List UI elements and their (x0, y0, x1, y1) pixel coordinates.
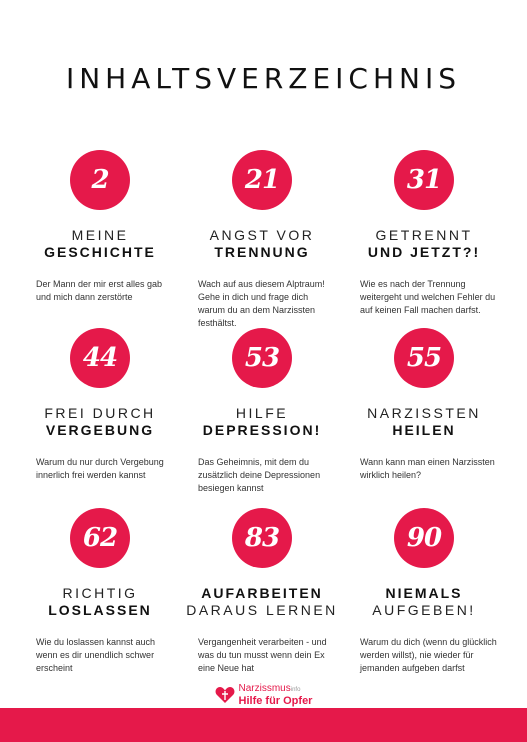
heading-line-2: VERGEBUNG (45, 422, 155, 438)
toc-entry-getrennt-und-jetzt[interactable] (344, 150, 504, 317)
brand-logo[interactable] (0, 683, 527, 707)
page-number-badge (232, 150, 292, 210)
heading-line-1: MEINE (71, 227, 129, 243)
toc-entry-frei-durch-vergebung[interactable] (20, 328, 180, 482)
page-number: 83 (244, 523, 280, 553)
heading-line-1: RICHTIG (62, 585, 138, 601)
heading-line-1: HILFE (235, 405, 289, 421)
page-number: 44 (82, 343, 118, 373)
heading-line-2: AUFGEBEN! (372, 602, 476, 618)
entry-heading (344, 585, 504, 619)
page-number: 31 (406, 165, 442, 195)
entry-description: Warum du nur durch Vergebung innerlich frei werden kannst (36, 457, 164, 480)
page-number: 55 (406, 343, 442, 373)
toc-entry-richtig-loslassen[interactable] (20, 508, 180, 675)
entry-description: Der Mann der mir erst alles gab und mich dann zerstörte (36, 279, 163, 302)
page-number-badge (394, 328, 454, 388)
heart-icon (215, 686, 235, 704)
entry-description: Warum du dich (wenn du glücklich werden willst), nie wieder für jemanden aufgeben darfst (360, 637, 497, 673)
logo-text (239, 683, 313, 707)
page-number: 2 (91, 165, 109, 195)
toc-entry-narzissten-heilen[interactable] (344, 328, 504, 482)
page-number: 62 (82, 523, 118, 553)
heading-line-2: DARAUS LERNEN (186, 602, 338, 618)
heading-line-1: ANGST VOR (209, 227, 315, 243)
heading-line-2: LOSLASSEN (48, 602, 152, 618)
entry-heading (20, 405, 180, 439)
heading-line-1: AUFARBEITEN (201, 585, 323, 601)
logo-suffix: info (290, 687, 301, 693)
heading-line-2: TRENNUNG (214, 244, 310, 260)
toc-entry-aufarbeiten[interactable] (182, 508, 342, 675)
toc-entry-meine-geschichte[interactable] (20, 150, 180, 304)
heading-line-1: FREI DURCH (44, 405, 156, 421)
heading-line-1: GETRENNT (375, 227, 473, 243)
toc-entry-hilfe-depression[interactable] (182, 328, 342, 495)
page-number: 90 (406, 523, 442, 553)
page-number-badge (394, 150, 454, 210)
entry-heading (182, 585, 342, 619)
heading-line-1: NARZISSTEN (367, 405, 481, 421)
entry-description: Das Geheimnis, mit dem du zusätzlich deine Depressionen besiegen kannst (198, 457, 321, 493)
heading-line-2: HEILEN (392, 422, 456, 438)
entry-description: Wie du loslassen kannst auch wenn es dir unendlich schwer erscheint (36, 637, 156, 673)
page-number: 21 (244, 165, 280, 195)
entry-heading (344, 227, 504, 261)
page-title: INHALTSVERZEICHNIS (65, 62, 462, 95)
heading-line-2: GESCHICHTE (44, 244, 156, 260)
entry-heading (182, 405, 342, 439)
heading-line-1: NIEMALS (385, 585, 463, 601)
page-number-badge (394, 508, 454, 568)
entry-heading (182, 227, 342, 261)
toc-entry-angst-vor-trennung[interactable] (182, 150, 342, 330)
footer-bar (0, 708, 527, 742)
entry-description: Wie es nach der Trennung weitergeht und welchen Fehler du auf keinen Fall machen darfst. (360, 279, 496, 315)
heading-line-2: UND JETZT?! (367, 244, 481, 260)
page-number-badge (70, 150, 130, 210)
heading-line-2: DEPRESSION! (202, 422, 322, 438)
page-number: 53 (244, 343, 280, 373)
entry-heading (20, 227, 180, 261)
entry-description: Wann kann man einen Narzissten wirklich heilen? (360, 457, 495, 480)
entry-heading (344, 405, 504, 439)
page-number-badge (70, 328, 130, 388)
entry-description: Wach auf aus diesem Alptraum! Gehe in dich und frage dich warum du an dem Narzissten festhältst. (198, 279, 325, 328)
entry-heading (20, 585, 180, 619)
entry-description: Vergangenheit verarbeiten - und was du tun musst wenn dein Ex eine Neue hat (198, 637, 327, 673)
toc-entry-niemals-aufgeben[interactable] (344, 508, 504, 675)
logo-name: Narzissmus (238, 683, 291, 694)
page-number-badge (232, 508, 292, 568)
logo-tagline: Hilfe für Opfer (238, 695, 313, 707)
page-number-badge (232, 328, 292, 388)
page-number-badge (70, 508, 130, 568)
